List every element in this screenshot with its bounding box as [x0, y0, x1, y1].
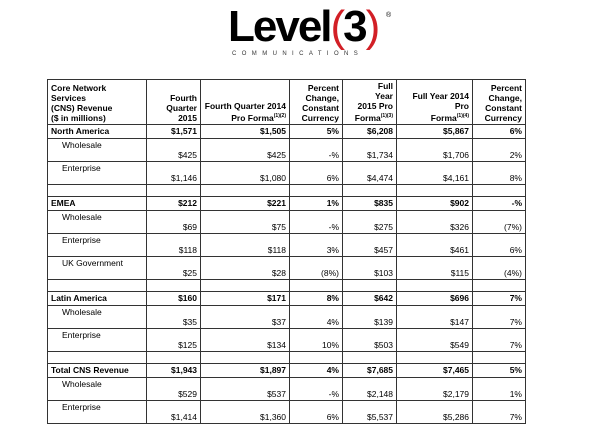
cell-value: $134 — [201, 328, 290, 351]
table-row — [48, 233, 526, 256]
logo-number: 3 — [343, 2, 366, 51]
cell-value: (7%) — [473, 210, 526, 233]
header-line: Constant — [485, 102, 522, 113]
cell-value: $529 — [147, 377, 201, 400]
cell-value — [201, 279, 290, 291]
header-line: ($ in millions) — [51, 112, 106, 123]
column-header — [147, 80, 201, 125]
cell-value: $1,943 — [147, 363, 201, 377]
cell-value: $5,286 — [397, 400, 473, 423]
header-line: Quarter — [166, 102, 197, 113]
row-label: Wholesale — [48, 377, 147, 400]
cell-value: 8% — [290, 291, 343, 305]
cell-value: $221 — [201, 196, 290, 210]
cell-value: $425 — [201, 138, 290, 161]
cell-value: $425 — [147, 138, 201, 161]
cell-value: 4% — [290, 305, 343, 328]
table-body — [48, 124, 526, 423]
cell-value: $835 — [343, 196, 397, 210]
cell-value: 1% — [473, 377, 526, 400]
cell-value: $549 — [397, 328, 473, 351]
cell-value — [473, 351, 526, 363]
column-header — [48, 80, 147, 125]
logo-paren: ( — [330, 2, 344, 51]
header-line: 2015 — [178, 112, 197, 123]
cell-value — [290, 351, 343, 363]
cell-value: $37 — [201, 305, 290, 328]
table-row — [48, 196, 526, 210]
table-row — [48, 305, 526, 328]
cell-value: 7% — [473, 291, 526, 305]
cell-value: 8% — [473, 161, 526, 184]
column-header — [473, 80, 526, 125]
header-line: Full — [377, 81, 393, 91]
header-line: Forma — [430, 112, 457, 123]
cell-value: $537 — [201, 377, 290, 400]
cell-value: $1,080 — [201, 161, 290, 184]
footnote-ref: (1)(4) — [456, 113, 469, 119]
cell-value: $35 — [147, 305, 201, 328]
logo-word: Level — [228, 2, 331, 51]
registered-mark: ® — [386, 12, 392, 19]
level3-logo — [228, 2, 392, 60]
cell-value: 7% — [473, 328, 526, 351]
cell-value: $1,360 — [201, 400, 290, 423]
cell-value: 6% — [290, 161, 343, 184]
cell-value — [147, 351, 201, 363]
row-label: Latin America — [48, 291, 147, 305]
cell-value: $115 — [397, 256, 473, 279]
table-row — [48, 363, 526, 377]
cell-value: (4%) — [473, 256, 526, 279]
header-line: Year — [375, 91, 393, 101]
cell-value — [473, 184, 526, 196]
header-line: (CNS) Revenue — [51, 102, 113, 113]
cell-value — [290, 184, 343, 196]
table-row — [48, 210, 526, 233]
header-line: Pro Forma — [231, 112, 274, 123]
cell-value: $275 — [343, 210, 397, 233]
row-label: Enterprise — [48, 328, 147, 351]
cell-value: 5% — [473, 363, 526, 377]
row-label: North America — [48, 124, 147, 138]
cell-value: $457 — [343, 233, 397, 256]
header-line: Currency — [301, 112, 339, 123]
row-label: Enterprise — [48, 400, 147, 423]
header-line: Full Year 2014 Pro — [412, 91, 469, 111]
header-line: Forma — [354, 112, 381, 123]
cell-value: $902 — [397, 196, 473, 210]
spacer-row — [48, 351, 526, 363]
spacer-row — [48, 279, 526, 291]
table-row — [48, 400, 526, 423]
cell-value — [147, 279, 201, 291]
logo-subtitle: COMMUNICATIONS — [232, 51, 364, 57]
cell-value: $171 — [201, 291, 290, 305]
cell-value: $28 — [201, 256, 290, 279]
row-label: Wholesale — [48, 210, 147, 233]
cell-value — [201, 184, 290, 196]
table-row — [48, 291, 526, 305]
cell-value: $642 — [343, 291, 397, 305]
table-row — [48, 124, 526, 138]
cell-value: $1,734 — [343, 138, 397, 161]
row-label: UK Government — [48, 256, 147, 279]
table-row — [48, 377, 526, 400]
cell-value: 1% — [290, 196, 343, 210]
cell-value: -% — [290, 377, 343, 400]
cell-value: $118 — [201, 233, 290, 256]
cell-value: -% — [290, 210, 343, 233]
cell-value: $1,897 — [201, 363, 290, 377]
cell-value: $5,537 — [343, 400, 397, 423]
cell-value: 10% — [290, 328, 343, 351]
cell-value: $69 — [147, 210, 201, 233]
cell-value: $139 — [343, 305, 397, 328]
table-row — [48, 256, 526, 279]
cell-value: $6,208 — [343, 124, 397, 138]
row-label — [48, 351, 147, 363]
cell-value: $118 — [147, 233, 201, 256]
footnote-ref: (1)(2) — [273, 113, 286, 119]
cell-value — [473, 279, 526, 291]
header-line: 2015 Pro — [357, 101, 393, 111]
cell-value — [343, 184, 397, 196]
column-header — [397, 80, 473, 125]
cns-revenue-table — [47, 79, 526, 424]
cell-value: $2,179 — [397, 377, 473, 400]
cell-value: (8%) — [290, 256, 343, 279]
table-row — [48, 161, 526, 184]
cell-value — [290, 279, 343, 291]
cell-value — [147, 184, 201, 196]
cell-value: 7% — [473, 400, 526, 423]
cell-value — [201, 351, 290, 363]
cell-value: $696 — [397, 291, 473, 305]
cell-value: 6% — [473, 233, 526, 256]
cell-value: $75 — [201, 210, 290, 233]
column-header — [343, 80, 397, 125]
header-row — [48, 80, 526, 125]
header-line: Fourth Quarter 2014 — [204, 101, 286, 111]
cell-value: $461 — [397, 233, 473, 256]
cell-value: $7,685 — [343, 363, 397, 377]
cell-value — [343, 351, 397, 363]
cell-value: $125 — [147, 328, 201, 351]
cell-value: $1,571 — [147, 124, 201, 138]
cell-value: $4,161 — [397, 161, 473, 184]
cell-value: 7% — [473, 305, 526, 328]
row-label: Total CNS Revenue — [48, 363, 147, 377]
cell-value — [343, 279, 397, 291]
table-row — [48, 138, 526, 161]
row-label: EMEA — [48, 196, 147, 210]
cell-value: $160 — [147, 291, 201, 305]
cell-value: $503 — [343, 328, 397, 351]
header-line: Change, — [305, 92, 339, 103]
cell-value — [397, 279, 473, 291]
row-label: Enterprise — [48, 161, 147, 184]
cell-value: 3% — [290, 233, 343, 256]
column-header — [201, 80, 290, 125]
row-label: Wholesale — [48, 305, 147, 328]
cell-value: -% — [473, 196, 526, 210]
cell-value: $1,414 — [147, 400, 201, 423]
cell-value: 2% — [473, 138, 526, 161]
cell-value — [397, 184, 473, 196]
cell-value: $5,867 — [397, 124, 473, 138]
cell-value: 5% — [290, 124, 343, 138]
cell-value: -% — [290, 138, 343, 161]
cell-value: $103 — [343, 256, 397, 279]
cell-value: 6% — [473, 124, 526, 138]
table-row — [48, 328, 526, 351]
row-label: Wholesale — [48, 138, 147, 161]
cell-value: $7,465 — [397, 363, 473, 377]
column-header — [290, 80, 343, 125]
row-label: Enterprise — [48, 233, 147, 256]
spacer-row — [48, 184, 526, 196]
cell-value: $1,146 — [147, 161, 201, 184]
header-line: Currency — [484, 112, 522, 123]
cell-value: $326 — [397, 210, 473, 233]
row-label — [48, 279, 147, 291]
header-line: Percent — [490, 82, 522, 93]
cell-value: $25 — [147, 256, 201, 279]
logo-paren: ) — [365, 2, 379, 51]
cell-value: $1,706 — [397, 138, 473, 161]
header-line: Percent — [307, 82, 339, 93]
header-line: Constant — [302, 102, 339, 113]
cell-value: 4% — [290, 363, 343, 377]
row-label — [48, 184, 147, 196]
cell-value — [397, 351, 473, 363]
cell-value: $4,474 — [343, 161, 397, 184]
cell-value: $1,505 — [201, 124, 290, 138]
header-line: Fourth — [170, 92, 197, 103]
cell-value: $147 — [397, 305, 473, 328]
footnote-ref: (1)(3) — [380, 113, 393, 119]
header-line: Core Network Services — [51, 82, 107, 103]
header-line: Change, — [488, 92, 522, 103]
cell-value: $212 — [147, 196, 201, 210]
cell-value: 6% — [290, 400, 343, 423]
cell-value: $2,148 — [343, 377, 397, 400]
